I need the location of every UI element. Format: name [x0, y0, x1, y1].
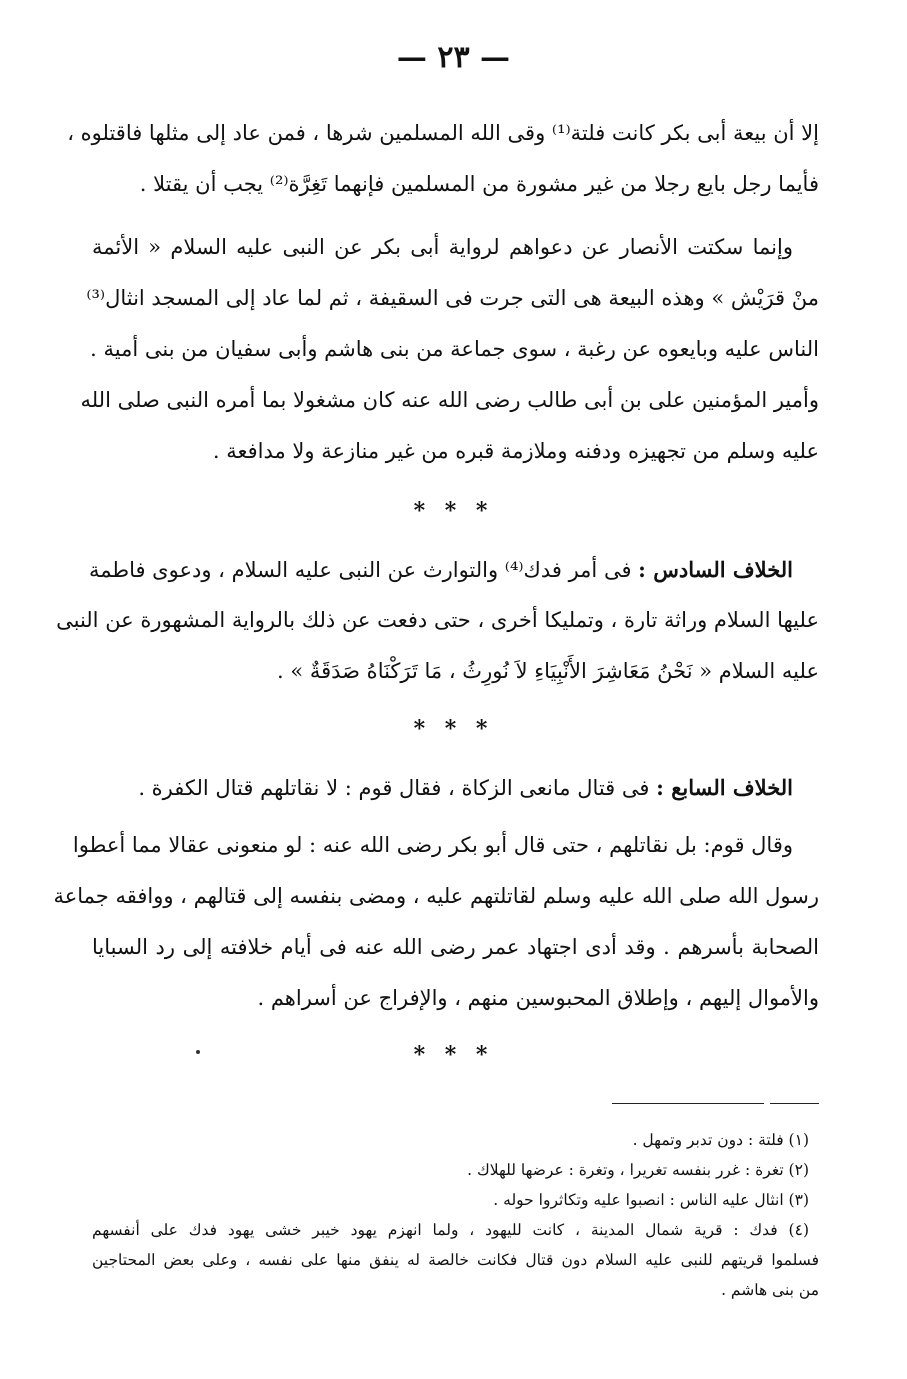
- section-heading: الخلاف السابع :: [656, 775, 793, 800]
- text-line: الصحابة بأسرهم . وقد أدى اجتهاد عمر رضى الله عنه فى أيام خلافته إلى رد السبايا: [92, 935, 819, 959]
- text-line: فأيما رجل بايع رجلا من غير مشورة من المسلمين فإنهما تَغِرَّة⁽²⁾ يجب أن يقتلا .: [139, 172, 819, 196]
- paragraph-5: [53, 820, 819, 1024]
- paragraph-2: [80, 222, 819, 477]
- page-number: — ٢٣ —: [396, 40, 511, 75]
- footnote-1: (١) فلتة : دون تدبر وتمهل .: [632, 1131, 809, 1149]
- footnote-4-continued: من بنى هاشم .: [721, 1281, 819, 1299]
- section-heading: الخلاف السادس :: [638, 557, 793, 582]
- paragraph-3: [56, 544, 819, 697]
- text-line: إلا أن بيعة أبى بكر كانت فلتة⁽¹⁾ وقى الله المسلمين شرها ، فمن عاد إلى مثلها فاقتلوه ،: [67, 121, 819, 145]
- text-line: [88, 544, 819, 595]
- text-line: الناس عليه وبايعوه عن رغبة ، سوى جماعة من بنى هاشم وأبى سفيان من بنى أمية .: [90, 337, 819, 361]
- text-line: [92, 762, 819, 813]
- paragraph-4: [92, 762, 819, 813]
- paragraph-1: [67, 108, 819, 210]
- footnote-4: (٤) فدك : قرية شمال المدينة ، كانت لليهود ، ولما انهزم يهود خيبر خشى يهود فدك على أنفسهم: [92, 1221, 809, 1239]
- section-separator: * * *: [413, 498, 494, 524]
- footnote-3: (٣) انثال عليه الناس : انصبوا عليه وتكاثروا حوله .: [493, 1191, 809, 1209]
- text-line: عليه وسلم من تجهيزه ودفنه وملازمة قبره من غير منازعة ولا مدافعة .: [212, 439, 819, 463]
- text-line: عليه السلام « نَحْنُ مَعَاشِرَ الأَنْبِيَاءِ لاَ نُورِثُ ، مَا تَرَكْنَاهُ صَدَقَةٌ » .: [276, 659, 819, 683]
- footnotes: [92, 1125, 819, 1305]
- text-line: وأمير المؤمنين على بن أبى طالب رضى الله عنه كان مشغولا بما أمره النبى صلى الله: [80, 388, 819, 412]
- text-line: وإنما سكتت الأنصار عن دعواهم لرواية أبى بكر عن النبى عليه السلام « الأئمة: [92, 235, 793, 259]
- text-line: رسول الله صلى الله عليه وسلم لقاتلتهم عليه ، ومضى بنفسه إلى قتالهم ، ووافقه جماعة: [53, 884, 819, 908]
- text-line: عليها السلام وراثة تارة ، وتمليكا أخرى ، حتى دفعت عن ذلك بالرواية المشهورة عن النبى: [56, 608, 819, 632]
- text-line: منْ قرَيْش » وهذه البيعة هى التى جرت فى السقيفة ، ثم لما عاد إلى المسجد انثال⁽³⁾: [86, 286, 819, 310]
- footnote-2: (٢) تغرة : غرر بنفسه تغريرا ، وتغرة : عرضها للهلاك .: [467, 1161, 809, 1179]
- section-separator: * * *: [413, 1042, 494, 1068]
- text-line: والأموال إليهم ، وإطلاق المحبوسين منهم ، والإفراج عن أسراهم .: [257, 986, 819, 1010]
- footnote-rule: [770, 1103, 819, 1104]
- text-segment: فى قتال مانعى الزكاة ، فقال قوم : لا نقاتلهم قتال الكفرة .: [138, 776, 650, 800]
- text-segment: فى أمر فدك⁽⁴⁾ والتوارث عن النبى عليه السلام ، ودعوى فاطمة: [88, 558, 632, 582]
- text-line: وقال قوم: بل نقاتلهم ، حتى قال أبو بكر رضى الله عنه : لو منعونى عقالا مما أعطوا: [72, 833, 793, 857]
- section-separator: * * *: [413, 716, 494, 742]
- footnote-rule: [612, 1103, 764, 1104]
- footnote-4-continued: فسلموا قريتهم للنبى عليه السلام دون قتال فكانت خالصة له ينفق منها على نفسه ، وعلى بعض المحتاجين: [92, 1251, 819, 1269]
